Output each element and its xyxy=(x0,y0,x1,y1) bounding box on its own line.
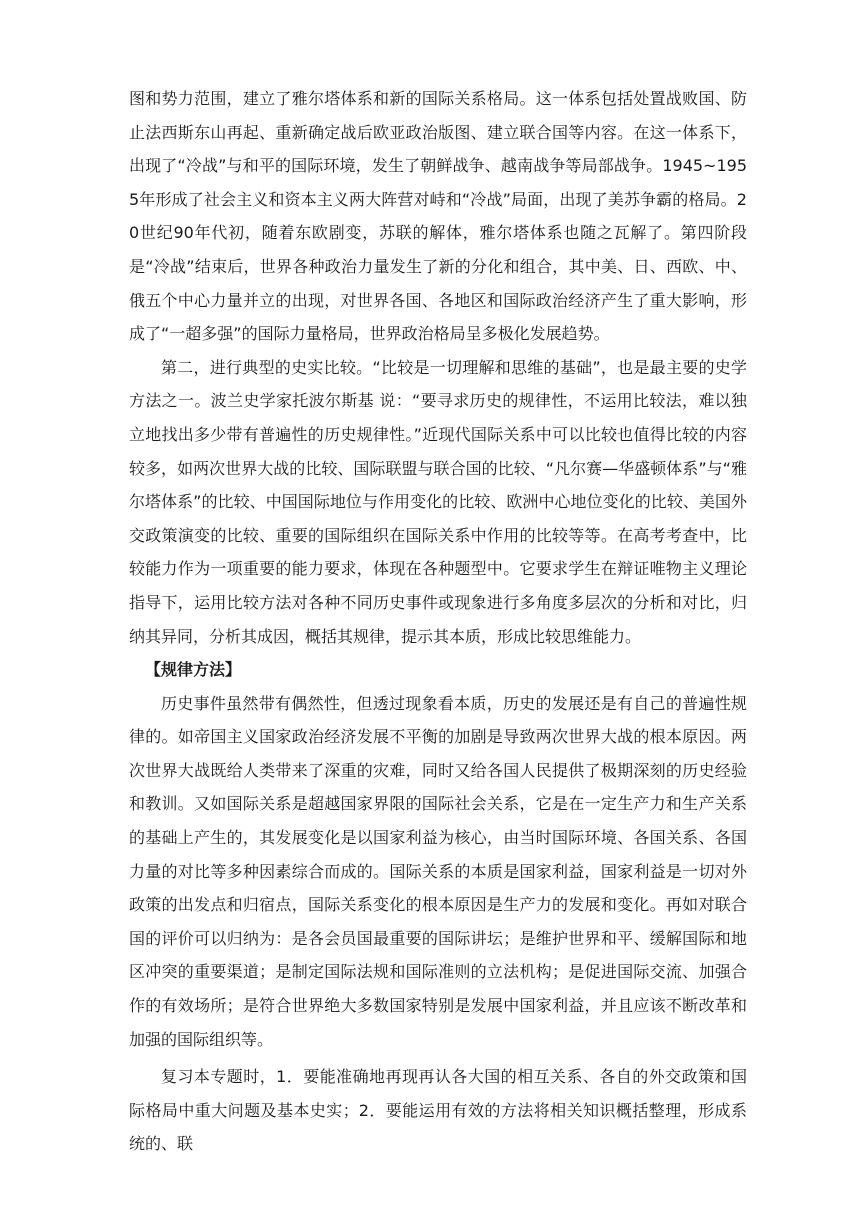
paragraph-historical-comparison: 第二，进行典型的史实比较。“比较是一切理解和思维的基础”，也是最主要的史学方法之一。波兰史学家托波尔斯基 说：“要寻求历史的规律性，不运用比较法，难以独立地找出多少带有普遍性的历史规律性。”近现代国际关系中可以比较也值得比较的内容较多，如两次世界大战的比较、国际联盟与联合国的比较、“凡尔赛—华盛顿体系”与“雅尔塔体系”的比较、中国国际地位与作用变化的比较、欧洲中心地位变化的比较、美国外交政策演变的比较、重要的国际组织在国际关系中作用的比较等等。在高考考查中，比较能力作为一项重要的能力要求，体现在各种题型中。它要求学生在辩证唯物主义理论指导下，运用比较方法对各种不同历史事件或现象进行多角度多层次的分析和对比，归纳其异同，分析其成因，概括其规律，提示其本质，形成比较思维能力。 xyxy=(129,357,747,646)
paragraph-yalta-system: 图和势力范围，建立了雅尔塔体系和新的国际关系格局。这一体系包括处置战败国、防止法西斯东山再起、重新确定战后欧亚政治版图、建立联合国等内容。在这一体系下，出现了“冷战”与和平的国际环境，发生了朝鲜战争、越南战争等局部战争。1945~1955年形成了社会主义和资本主义两大阵营对峙和“冷战”局面，出现了美苏争霸的格局。20世纪90年代初，随着东欧剧变，苏联的解体，雅尔塔体系也随之瓦解了。第四阶段是“冷战”结束后，世界各种政治力量发生了新的分化和组合，其中美、日、西欧、中、俄五个中心力量并立的出现，对世界各国、各地区和国际政治经济产生了重大影响，形成了“一超多强”的国际力量格局，世界政治格局呈多极化发展趋势。 xyxy=(129,89,747,344)
section-heading-methods: 【规律方法】 xyxy=(145,660,242,680)
paragraph-review-guidance: 复习本专题时，1．要能准确地再现再认各大国的相互关系、各自的外交政策和国际格局中重大问题及基本史实；2．要能运用有效的方法将相关知识概括整理，形成系统的、联 xyxy=(129,1067,747,1154)
paragraph-historical-laws: 历史事件虽然带有偶然性，但透过现象看本质，历史的发展还是有自己的普遍性规律的。如帝国主义国家政治经济发展不平衡的加剧是导致两次世界大战的根本原因。两次世界大战既给人类带来了深重的灾难，同时又给各国人民提供了极期深刻的历史经验和教训。又如国际关系是超越国家界限的国际社会关系，它是在一定生产力和生产关系的基础上产生的，其发展变化是以国家利益为核心，由当时国际环境、各国关系、各国力量的对比等多种因素综合而成的。国际关系的本质是国家利益，国家利益是一切对外政策的出发点和归宿点，国际关系变化的根本原因是生产力的发展和变化。再如对联合国的评价可以归纳为：是各会员国最重要的国际讲坛；是维护世界和平、缓解国际和地区冲突的重要渠道；是制定国际法规和国际准则的立法机构；是促进国际交流、加强合作的有效场所；是符合世界绝大多数国家特别是发展中国家利益，并且应该不断改革和加强的国际组织等。 xyxy=(129,693,747,1049)
